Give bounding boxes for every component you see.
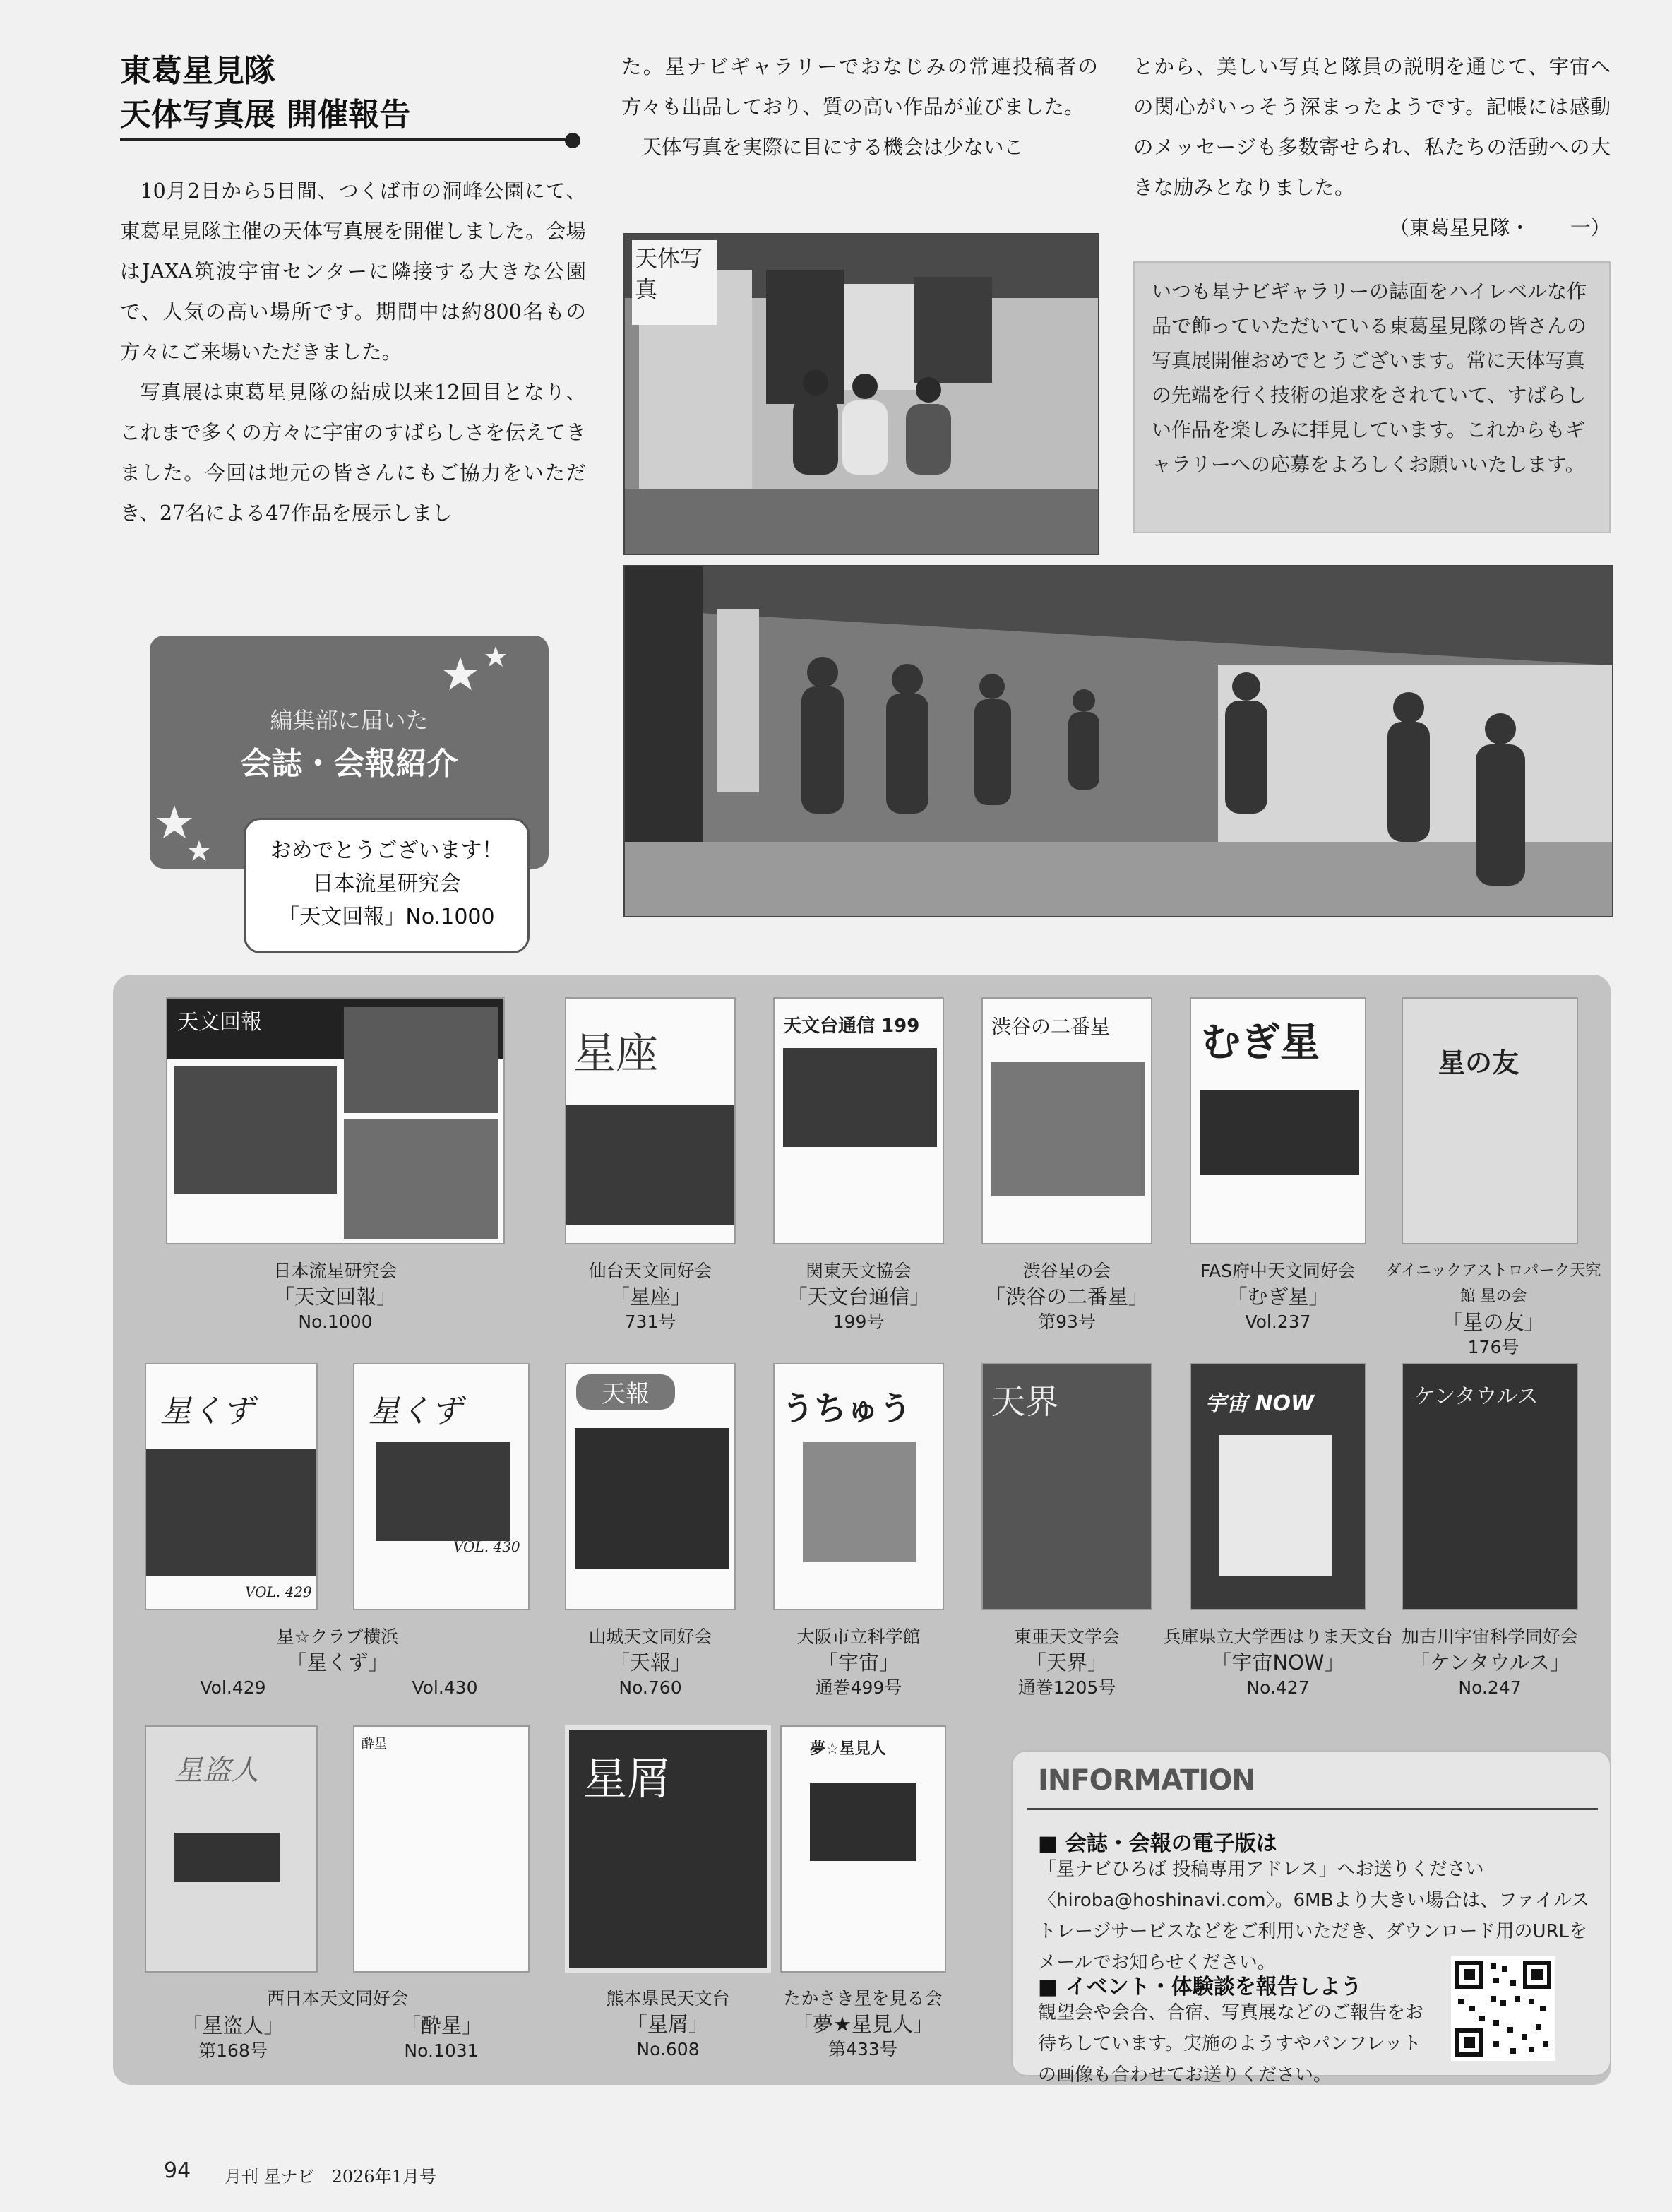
- cover-title: むぎ星: [1201, 1019, 1320, 1066]
- magazine-cover: [981, 997, 1152, 1244]
- article-column-3: [1133, 47, 1611, 248]
- magazine-cover: [773, 1363, 944, 1610]
- section-badge-title: 会誌・会報紹介: [240, 746, 458, 782]
- magazine-org: たかさき星を見る会: [783, 1988, 943, 2009]
- cover-title: 宇宙 NOW: [1205, 1391, 1315, 1416]
- magazine-org: 山城天文同好会: [588, 1627, 712, 1647]
- exhibit-photo-2: [623, 565, 1613, 917]
- magazine-cover: [1190, 1363, 1366, 1610]
- information-text: 観望会や会合、合宿、写真展などのご報告をお待ちしています。実施のようすやパンフレットの画像も合わせてお送りください。: [1038, 2002, 1424, 2086]
- magazine-number: No.1000: [298, 1312, 373, 1332]
- title-rule: [120, 138, 572, 141]
- magazine-number: 176号: [1467, 1337, 1519, 1357]
- magazine-title: 「宇宙NOW」: [1211, 1651, 1345, 1675]
- magazine-cover: [353, 1725, 530, 1973]
- article-column-2: [621, 47, 1098, 167]
- magazine-org: ダイニックアストロパーク天究館 星の会: [1385, 1262, 1601, 1305]
- editor-note: いつも星ナビギャラリーの誌面をハイレベルな作品で飾っていただいている東葛星見隊の皆さんの写真展開催おめでとうございます。常に天体写真の先端を行く技術の追求をされていて、すばらしい作品を楽しみに拝見しています。これからもギャラリーへの応募をよろしくお願いいたします。: [1133, 261, 1611, 533]
- cover-title: うちゅう: [782, 1389, 912, 1427]
- magazine-number: Vol.237: [1245, 1312, 1311, 1332]
- magazine-title: 「天界」: [1025, 1651, 1108, 1675]
- article-paragraph: 10月2日から5日間、つくば市の洞峰公園にて、東葛星見隊主催の天体写真展を開催しました。会場はJAXA筑波宇宙センターに隣接する大きな公園で、人気の高い場所です。期間中は約800名もの方々にご来場いただきました。: [120, 179, 586, 364]
- magazine-number: 731号: [624, 1312, 676, 1332]
- congrats-bubble: [244, 818, 530, 953]
- magazine-number: No.608: [636, 2039, 700, 2059]
- magazine-org: 仙台天文同好会: [588, 1261, 712, 1281]
- magazine-org: 加古川宇宙科学同好会: [1401, 1627, 1578, 1647]
- magazine-caption: [1380, 1259, 1606, 1360]
- cover-title: ケンタウルス: [1414, 1384, 1539, 1409]
- cover-title: 星くず: [160, 1393, 253, 1429]
- cover-title: 星の友: [1438, 1047, 1519, 1078]
- exhibit-sign: 天体写真: [632, 240, 717, 325]
- magazine-number: 第168号: [198, 2040, 268, 2061]
- congrats-line3: 「天文回報」No.1000: [278, 905, 495, 929]
- magazine-cover: [1402, 997, 1578, 1244]
- magazine-title: 「天文台通信」: [787, 1285, 931, 1309]
- magazine-title: 「宇宙」: [817, 1651, 900, 1675]
- magazine-org: 日本流星研究会: [273, 1261, 398, 1281]
- magazine-number: 第93号: [1038, 1312, 1096, 1332]
- magazine-number: No.427: [1246, 1677, 1310, 1698]
- magazine-org: 大阪市立科学館: [796, 1627, 921, 1647]
- magazine-caption: [1172, 1259, 1384, 1335]
- magazine-cover: [145, 1725, 318, 1973]
- cover-title: 星くず: [369, 1393, 462, 1429]
- magazine-title: 「天文回報」: [273, 1285, 397, 1309]
- cover-title: 星屑: [583, 1753, 671, 1804]
- magazine-caption: [229, 1259, 441, 1335]
- magazine-caption: [544, 1624, 756, 1701]
- magazine-org: 東亜天文学会: [1013, 1627, 1120, 1647]
- magazine-title: 「天報」: [609, 1651, 691, 1675]
- magazine-org: 兵庫県立大学西はりま天文台: [1163, 1627, 1393, 1647]
- magazine-cover: [565, 1363, 736, 1610]
- magazine-cover: [773, 997, 944, 1244]
- magazine-cover: [1402, 1363, 1578, 1610]
- magazine-caption: [562, 1986, 774, 2062]
- magazine-org: 関東天文協会: [805, 1261, 912, 1281]
- magazine-number: 通巻1205号: [1017, 1677, 1116, 1698]
- magazine-number: 第433号: [828, 2039, 897, 2059]
- magazine-caption: [1158, 1624, 1398, 1701]
- article-column-1: [120, 171, 586, 533]
- exhibit-photo-2-image: [625, 566, 1612, 916]
- magazine-title: 「星座」: [609, 1285, 691, 1309]
- article-signature: （東葛星見隊・ 一）: [1389, 216, 1611, 239]
- magazine-title: 「酔星」: [400, 2014, 482, 2038]
- magazine-org: 星☆クラブ横浜: [276, 1627, 399, 1647]
- section-badge-line1: 編集部に届いた: [270, 707, 429, 734]
- magazine-number: No.760: [619, 1677, 682, 1698]
- magazine-caption: [961, 1259, 1173, 1335]
- magazine-caption: [127, 2013, 339, 2064]
- exhibit-photo-1: [623, 233, 1099, 555]
- magazine-caption: [232, 1624, 443, 1675]
- title-rule-dot: [565, 133, 580, 148]
- magazine-caption: [961, 1624, 1173, 1701]
- magazine-title: 「星盗人」: [181, 2014, 285, 2038]
- magazine-title: 「むぎ星」: [1226, 1285, 1330, 1309]
- cover-volume: VOL. 429: [245, 1583, 312, 1600]
- article-paragraph: た。星ナビギャラリーでおなじみの常連投稿者の方々も出品しており、質の高い作品が並びました。: [621, 55, 1098, 119]
- magazine-number: 通巻499号: [815, 1677, 902, 1698]
- magazine-org: 熊本県民天文台: [606, 1988, 730, 2009]
- magazine-title: 「星屑」: [626, 2012, 709, 2036]
- cover-title: 星盗人: [174, 1754, 259, 1787]
- article-title-line2: 天体写真展 開催報告: [120, 97, 411, 133]
- magazine-issue: 月刊 星ナビ 2026年1月号: [225, 2167, 436, 2187]
- article-paragraph: とから、美しい写真と隊員の説明を通じて、宇宙への関心がいっそう深まったようです。記帳には感動のメッセージも多数寄せられ、私たちの活動への大きな励みとなりました。: [1133, 55, 1611, 199]
- information-subheading: ■ 会誌・会報の電子版は: [1038, 1831, 1277, 1856]
- magazine-title: 「ケンタウルス」: [1409, 1651, 1570, 1675]
- cover-title: 天文回報: [167, 999, 503, 1059]
- magazine-caption: [544, 1259, 756, 1335]
- magazine-title: 「星くず」: [286, 1651, 389, 1675]
- information-subheading: ■ イベント・体験談を報告しよう: [1038, 1975, 1362, 1999]
- cover-title: 渋谷の二番星: [991, 1015, 1111, 1038]
- article-title: [120, 49, 410, 137]
- magazine-title: 「夢★星見人」: [792, 2012, 933, 2036]
- cover-title: 天界: [991, 1382, 1060, 1422]
- magazine-cover: [1190, 997, 1366, 1244]
- information-text: 「星ナビひろば 投稿専用アドレス」へお送りください〈hiroba@hoshinavi.com〉。6MBより大きい場合は、ファイルストレージサービスなどをご利用いただき、ダウンロード用のURLをメールでお知らせください。: [1038, 1859, 1590, 1973]
- cover-title: 酔星: [362, 1737, 387, 1752]
- magazine-title: 「星の友」: [1442, 1310, 1545, 1334]
- magazine-title: 「渋谷の二番星」: [984, 1285, 1149, 1309]
- magazine-cover: [780, 1725, 946, 1973]
- magazine-number: Vol.430: [412, 1677, 478, 1698]
- magazine-caption: [757, 1986, 969, 2062]
- magazine-cover: [145, 1363, 318, 1610]
- magazine-caption: [753, 1624, 965, 1701]
- magazine-number: 199号: [832, 1312, 885, 1332]
- magazine-org: FAS府中天文同好会: [1200, 1261, 1356, 1281]
- magazine-cover: [166, 997, 505, 1244]
- article-paragraph: 天体写真を実際に目にする機会は少ないこ: [641, 136, 1025, 159]
- cover-title: 天文台通信 199: [783, 1016, 920, 1037]
- magazine-cover: [565, 997, 736, 1244]
- magazine-org: 西日本天文同好会: [266, 1988, 408, 2009]
- magazine-cover: [353, 1363, 530, 1610]
- congrats-line2: 日本流星研究会: [312, 872, 461, 896]
- magazine-caption: [335, 2013, 547, 2064]
- magazine-number: No.247: [1458, 1677, 1522, 1698]
- magazine-number: Vol.429: [200, 1677, 266, 1698]
- magazine-number: No.1031: [404, 2040, 479, 2061]
- information-rule: [1027, 1808, 1598, 1810]
- magazine-org: 渋谷星の会: [1022, 1261, 1111, 1281]
- cover-volume: VOL. 430: [453, 1538, 520, 1555]
- cover-title: 天報: [576, 1374, 675, 1410]
- information-heading: INFORMATION: [1038, 1764, 1255, 1797]
- article-title-line1: 東葛星見隊: [120, 53, 275, 89]
- cover-title: 夢☆星見人: [810, 1740, 886, 1758]
- magazine-cover: [981, 1363, 1152, 1610]
- cover-title: 星座: [573, 1029, 658, 1078]
- page-number: 94: [164, 2158, 191, 2183]
- magazine-caption: [1384, 1624, 1596, 1701]
- congrats-line1: おめでとうございます！: [270, 838, 503, 863]
- magazine-cover: [565, 1725, 771, 1973]
- magazine-caption: [753, 1259, 965, 1335]
- article-paragraph: 写真展は東葛星見隊の結成以来12回目となり、これまで多くの方々に宇宙のすばらしさを伝えてきました。今回は地元の皆さんにもご協力をいただき、27名による47作品を展示しまし: [120, 381, 586, 525]
- qr-code-icon[interactable]: [1451, 1956, 1555, 2061]
